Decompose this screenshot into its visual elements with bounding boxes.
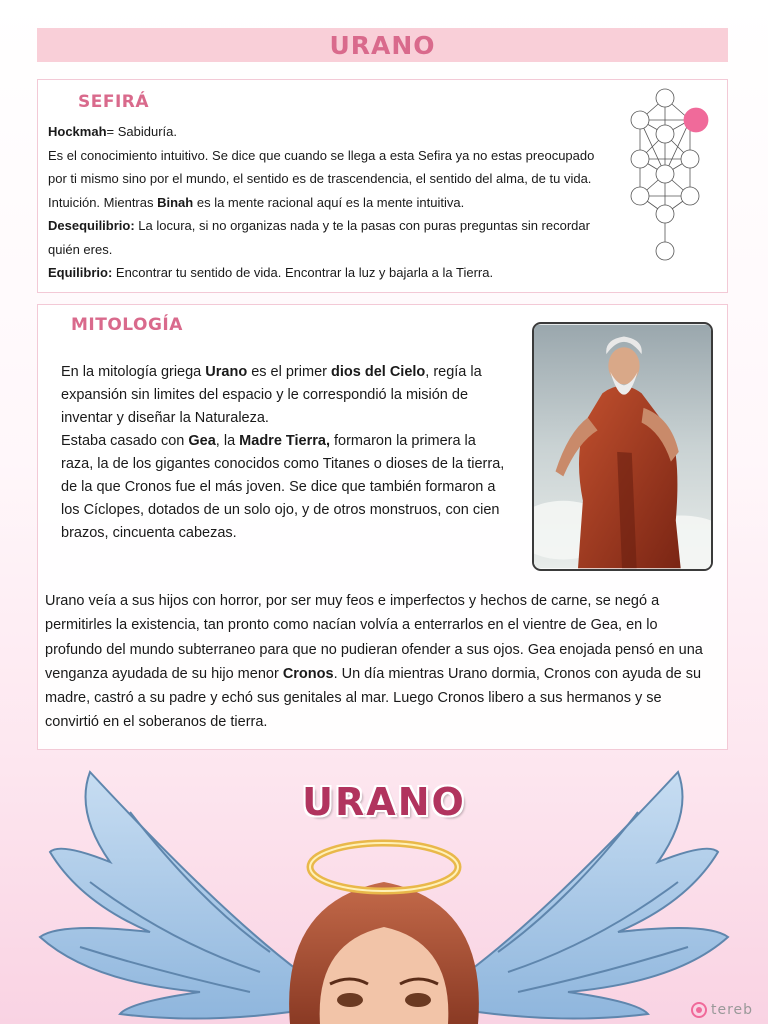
text: Estaba casado con (61, 433, 189, 449)
cronos-term: Cronos (282, 665, 334, 682)
gea-term: Gea (188, 433, 216, 449)
hockmah-line (48, 120, 608, 144)
sefira-node (656, 125, 674, 143)
sefira-node-hockmah (684, 108, 708, 132)
mitologia-card (37, 304, 728, 750)
sefira-node (656, 89, 674, 107)
sefira-node (681, 150, 699, 168)
page-title: URANO (329, 30, 436, 60)
sefira-node (631, 150, 649, 168)
sefira-node (631, 187, 649, 205)
mito-paragraph-1 (61, 361, 511, 430)
description-part-1: Es el conocimiento intuitivo. Se dice que cuando se llega a esta Sefira ya no estas preocupado por ti mismo sino por el mundo, el sentido es de trascendencia, el sentido del alma, de tu vida. Intuición. Mientras (48, 147, 595, 210)
desequilibrio-line (48, 214, 608, 261)
equilibrio-text: Encontrar tu sentido de vida. Encontrar la luz y bajarla a la Tierra. (112, 265, 494, 280)
urano-term: Urano (205, 364, 248, 380)
tree-of-life-diagram (620, 86, 720, 266)
sefira-description (48, 144, 608, 215)
desequilibrio-term: Desequilibrio: (48, 218, 135, 233)
text: , regía la expansión sin limites del espacio y le correspondió la misión de inventar y diseñar la Naturaleza. (61, 364, 482, 426)
sefira-text (48, 120, 608, 285)
tereb-logo (690, 998, 768, 1022)
header-bar (37, 28, 728, 62)
description-part-2: es la mente racional aquí es la mente intuitiva. (193, 194, 465, 210)
logo-text: tereb (711, 1002, 754, 1018)
banner-title: URANO (302, 780, 466, 824)
text: formaron la primera la raza, la de los gigantes conocidos como Titanes o dioses de la tierra, de la que Cronos fue el más joven. Se dice que también formaron a los Cíclopes, dotados de un solo ojo, y de otros monstruos, con cien brazos, cincuenta cabezas. (61, 433, 505, 541)
sefira-heading: SEFIRÁ (78, 92, 150, 112)
dios-term: dios del Cielo (331, 364, 426, 380)
mito-paragraph-3-text (45, 589, 715, 735)
desequilibrio-text: La locura, si no organizas nada y te la pasas con puras preguntas sin recordar quién eres. (48, 218, 590, 257)
text: Urano veía a sus hijos con horror, por ser muy feos e imperfectos y hechos de carne, se negó a permitirles la existencia, tan pronto como nacían volvía a enterrarlos en el vientre de Gea, en lo profundo del mundo subterraneo para que no pudieran ofender a sus ojos. Gea enojada pensó en una venganza ayudada de su hijo menor (45, 593, 703, 682)
madre-tierra-term: Madre Tierra, (239, 433, 330, 449)
mitologia-heading: MITOLOGÍA (71, 315, 183, 335)
equilibrio-line (48, 261, 608, 285)
sefira-node (631, 111, 649, 129)
urano-portrait-image (532, 322, 713, 571)
sefira-node (656, 205, 674, 223)
sefira-node (656, 165, 674, 183)
mitologia-intro (61, 361, 511, 545)
sefira-node (656, 242, 674, 260)
text: . Un día mientras Urano dormia, Cronos con ayuda de su madre, castró a su padre y echó sus genitales al mar. Luego Cronos libero a sus hermanos y se convirtió en el soberanos de tierra. (45, 665, 702, 731)
sefira-node (681, 187, 699, 205)
hockmah-term: Hockmah (48, 124, 107, 139)
text: En la mitología griega (61, 364, 206, 380)
equilibrio-term: Equilibrio: (48, 265, 113, 280)
text: , la (215, 433, 240, 449)
text: es el primer (247, 364, 331, 380)
mito-paragraph-2 (61, 430, 511, 545)
sefira-card (37, 79, 728, 293)
tereb-logo-icon (690, 1001, 708, 1019)
mito-paragraph-3 (45, 589, 715, 735)
binah-term: Binah (157, 194, 194, 210)
hockmah-definition: = Sabiduría. (106, 124, 177, 139)
